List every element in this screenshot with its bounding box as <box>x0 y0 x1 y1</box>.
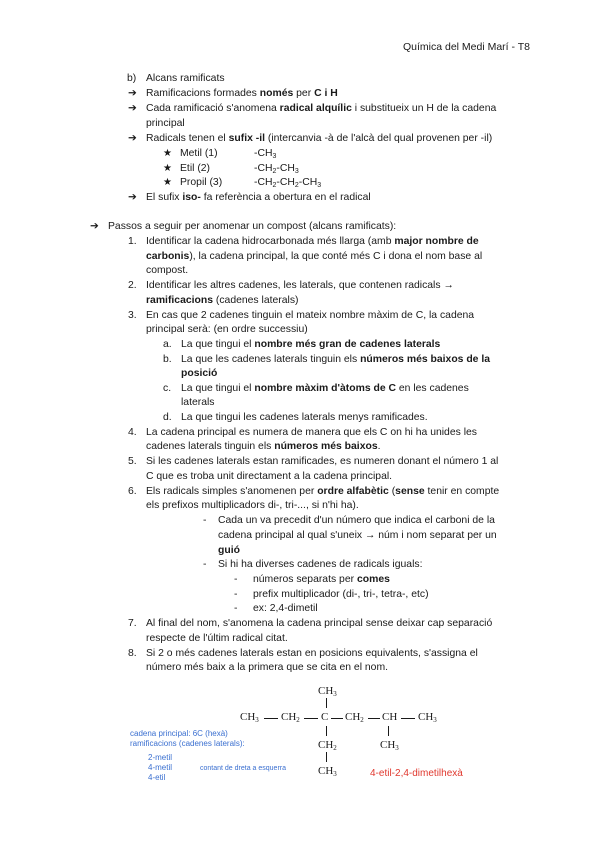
step-3-line2: principal serà: (en ordre successiu) <box>146 324 308 335</box>
step-6-line2: els prefixos multiplicadors di-, tri-..., si n'hi ha). <box>146 500 359 511</box>
step-number: 1. <box>128 236 137 247</box>
annotation-branch-item: 4-etil <box>148 773 166 782</box>
bond <box>388 726 389 736</box>
radical-name: Metil (1) <box>180 148 218 159</box>
atom-ethyl-ch2: $CH_2$ <box>318 739 337 752</box>
step-3c: La que tingui el nombre màxim d'àtoms de C en les cadenes <box>181 383 469 394</box>
atom-c5: CH <box>382 711 398 723</box>
star-bullet-icon: ★ <box>163 148 172 159</box>
bullet-4: El sufix iso- fa referència a obertura en el radical <box>146 192 371 203</box>
annotation-main-chain: cadena principal: 6C (hexà) <box>130 729 228 738</box>
subdash-marker: - <box>234 574 238 585</box>
annotation-branch-item: 4-metil <box>148 763 173 772</box>
step-3-line1: En cas que 2 cadenes tinguin el mateix nombre màxim de C, la cadena <box>146 310 475 321</box>
star-bullet-icon: ★ <box>163 163 172 174</box>
section-b-label: b) <box>127 73 137 84</box>
step-number: 8. <box>128 648 137 659</box>
bond <box>326 726 327 736</box>
subdash-3: ex: 2,4-dimetil <box>253 603 318 614</box>
atom-c2: $CH_2$ <box>281 711 300 724</box>
radical-formula: $-CH_2-CH_3$ <box>254 163 299 175</box>
subdash-marker: - <box>234 603 238 614</box>
step-7-line2: respecte de l'últim radical citat. <box>146 633 288 644</box>
sub-letter: a. <box>163 339 172 350</box>
compound-name: 4-etil-2,4-dimetilhexà <box>370 768 463 779</box>
step-6-dash1-line3: guió <box>218 545 240 556</box>
step-4-line1: La cadena principal es numera de manera que els C on hi ha unides les <box>146 427 477 438</box>
subdash-2: prefix multiplicador (di-, tri-, tetra-, etc) <box>253 589 429 600</box>
step-number: 4. <box>128 427 137 438</box>
radical-name: Etil (2) <box>180 163 211 174</box>
step-6-dash1-line2: cadena principal al qual s'uneix → núm i nom separat per un <box>218 530 497 541</box>
sub-letter: b. <box>163 354 172 365</box>
step-3b-line2: posició <box>181 368 218 379</box>
step-number: 7. <box>128 618 137 629</box>
dash-marker: - <box>203 559 207 570</box>
arrow-bullet-icon: ➔ <box>128 132 137 144</box>
section-b-title: Alcans ramificats <box>146 73 225 84</box>
step-number: 2. <box>128 280 137 291</box>
step-number: 3. <box>128 310 137 321</box>
bond <box>326 752 327 762</box>
bond <box>331 718 343 719</box>
sub-letter: d. <box>163 412 172 423</box>
sub-letter: c. <box>163 383 172 394</box>
step-1-line1: Identificar la cadena hidrocarbonada més llarga (amb major nombre de <box>146 236 479 247</box>
annotation-branch-item: 2-metil <box>148 753 173 762</box>
bullet-2-line2: principal <box>146 118 185 129</box>
step-3a: La que tingui el nombre més gran de cadenes laterals <box>181 339 441 350</box>
bullet-3: Radicals tenen el sufix -il (intercanvia -à de l'alcà del qual provenen per -il) <box>146 133 493 144</box>
star-bullet-icon: ★ <box>163 177 172 188</box>
steps-intro: Passos a seguir per anomenar un compost (alcans ramificats): <box>108 221 397 232</box>
step-3d: La que tingui les cadenes laterals menys ramificades. <box>181 412 428 423</box>
arrow-bullet-icon: ➔ <box>128 191 137 203</box>
atom-c6: $CH_3$ <box>418 711 437 724</box>
step-4-line2: cadenes laterals tinguin els números més baixos. <box>146 441 381 452</box>
radical-formula: $-CH_3$ <box>254 148 277 160</box>
page-header: Química del Medi Marí - T8 <box>402 41 530 53</box>
step-5-line1: Si les cadenes laterals estan ramificades, es numeren donant el número 1 al <box>146 456 499 467</box>
atom-top-ch3: $CH_3$ <box>318 685 337 698</box>
atom-ethyl-ch3: $CH_3$ <box>318 765 337 778</box>
step-number: 5. <box>128 456 137 467</box>
atom-c4: $CH_2$ <box>345 711 364 724</box>
bullet-1: Ramificacions formades només per C i H <box>146 88 338 99</box>
step-5-line2: C que es troba unit directament a la cadena principal. <box>146 471 393 482</box>
bond <box>304 718 318 719</box>
step-8-line1: Si 2 o més cadenes laterals estan en posicions equivalents, s'assigna el <box>146 648 478 659</box>
step-3b: La que les cadenes laterals tinguin els números més baixos de la <box>181 354 491 365</box>
step-7-line1: Al final del nom, s'anomena la cadena principal sense deixar cap separació <box>146 618 493 629</box>
arrow-bullet-icon: ➔ <box>90 220 99 232</box>
dash-marker: - <box>203 515 207 526</box>
subdash-marker: - <box>234 589 238 600</box>
step-6-dash2: Si hi ha diverses cadenes de radicals iguals: <box>218 559 423 570</box>
bond <box>264 718 278 719</box>
bullet-2: Cada ramificació s'anomena radical alquílic i substitueix un H de la cadena <box>146 103 497 114</box>
step-3c-line2: laterals <box>181 397 215 408</box>
step-2-line1: Identificar les altres cadenes, les laterals, que contenen radicals → <box>146 280 454 291</box>
bond <box>326 698 327 708</box>
atom-c3: C <box>321 711 329 723</box>
step-8-line2: número més baix a la primera que se cita en el nom. <box>146 662 388 673</box>
atom-c1: $CH_3$ <box>240 711 259 724</box>
annotation-branches: ramificacions (cadenes laterals): <box>130 739 245 748</box>
subdash-1: números separats per comes <box>253 574 390 585</box>
step-2-line2: ramificacions (cadenes laterals) <box>146 295 299 306</box>
radical-formula: $-CH_2-CH_2-CH_3$ <box>254 177 322 189</box>
annotation-count-note: contant de dreta a esquerra <box>200 765 287 772</box>
bond <box>401 718 415 719</box>
arrow-bullet-icon: ➔ <box>128 102 137 114</box>
radical-name: Propil (3) <box>180 177 223 188</box>
step-1-line3: compost. <box>146 265 189 276</box>
step-6-dash1-line1: Cada un va precedit d'un número que indica el carboni de la <box>218 515 495 526</box>
atom-methyl-ch3: $CH_3$ <box>380 739 399 752</box>
step-6-line1: Els radicals simples s'anomenen per ordre alfabètic (sense tenir en compte <box>146 486 500 497</box>
step-number: 6. <box>128 486 137 497</box>
step-1-line2: carbonis), la cadena principal, la que conté més C i dona el nom base al <box>146 251 483 262</box>
arrow-bullet-icon: ➔ <box>128 87 137 99</box>
bond <box>368 718 380 719</box>
